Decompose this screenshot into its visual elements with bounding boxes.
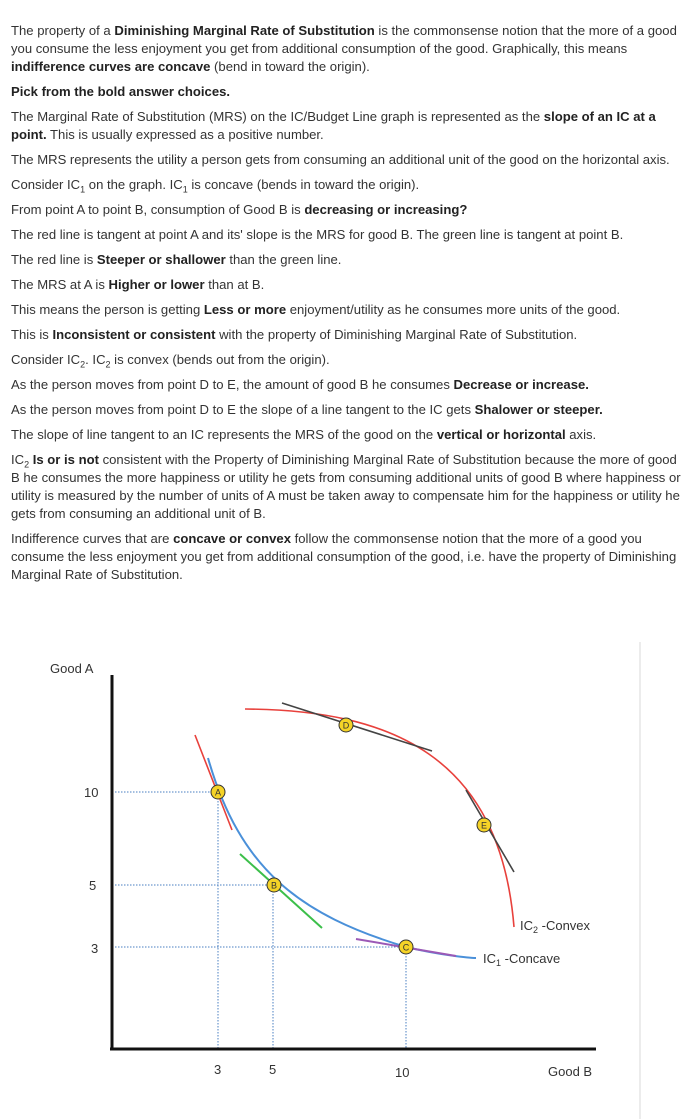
- question-slope: As the person moves from point D to E the slope of a line tangent to the IC gets Shalower or steeper.: [11, 402, 603, 417]
- point-b-label: B: [270, 880, 278, 891]
- ic1-curve: [208, 758, 476, 958]
- indifference-curve-graph: [0, 640, 694, 1119]
- x-axis-label: Good B: [548, 1064, 593, 1079]
- x-tick-label: 10: [395, 1065, 410, 1080]
- point-b: [267, 878, 281, 892]
- x-tick-label: 5: [269, 1062, 277, 1077]
- tangent-line-b: [240, 854, 322, 928]
- point-a-label: A: [214, 787, 222, 798]
- point-c: [399, 940, 413, 954]
- question-steeper: The red line is Steeper or shallower than the green line.: [11, 252, 342, 267]
- question-d-to-e: As the person moves from point D to E, the amount of good B he consumes Decrease or increase.: [11, 377, 589, 392]
- paragraph-mrs-definition: The Marginal Rate of Substitution (MRS) on the IC/Budget Line graph is represented as the slope of an IC at a point. This is usually expressed as a positive number.: [11, 109, 656, 142]
- question-mrs-higher: The MRS at A is Higher or lower than at B.: [11, 277, 265, 292]
- question-axis: The slope of line tangent to an IC represents the MRS of the good on the vertical or horizontal axis.: [11, 427, 597, 442]
- question-enjoyment: This means the person is getting Less or more enjoyment/utility as he consumes more units of the good.: [11, 302, 621, 317]
- point-d-label: D: [342, 720, 350, 731]
- y-axis-label: Good A: [50, 661, 94, 676]
- point-e-label: E: [480, 820, 488, 831]
- point-a: [211, 785, 225, 799]
- paragraph-tangents: The red line is tangent at point A and its' slope is the MRS for good B. The green line is tangent at point B.: [11, 227, 624, 242]
- graph-svg: [0, 640, 694, 1119]
- question-ic2-consistent: $IC_2$ Is or is not consistent with the Property of Diminishing Marginal Rate of Substitution because the more of good B he consumes the more happiness or utility he gets from consuming additional units of good B where happiness or utility is measured by the number of units of A must be taken away to compensate him for the happiness or utility he gets from consuming an additional unit of B.: [11, 452, 681, 521]
- paragraph-intro: The property of a Diminishing Marginal Rate of Substitution is the commonsense notion that the more of a good you consume the less enjoyment you get from additional consumption of the good. Graphically, this means indifference curves are concave (bend in toward the origin).: [11, 23, 677, 74]
- ic1-legend-label: $IC_1$ -Concave: [483, 951, 561, 968]
- paragraph-ic1: Consider $IC_1$ on the graph. $IC_1$ is concave (bends in toward the origin).: [11, 177, 420, 195]
- y-tick-label: 5: [89, 878, 97, 893]
- tangent-line-a: [195, 735, 232, 830]
- paragraph-ic2: Consider $IC_2$. $IC_2$ is convex (bends out from the origin).: [11, 352, 330, 370]
- question-consistent: This is Inconsistent or consistent with the property of Diminishing Marginal Rate of Substitution.: [11, 327, 578, 342]
- tangent-line-e: [466, 790, 514, 872]
- question-concave-convex: Indifference curves that are concave or convex follow the commonsense notion that the more of a good you consume the less enjoyment you get from additional consumption of the good, i.e. have the property of Diminishing Marginal Rate of Substitution.: [11, 531, 677, 582]
- y-tick-label: 10: [84, 785, 99, 800]
- paragraph-instruction: Pick from the bold answer choices.: [11, 84, 231, 99]
- paragraph-mrs-utility: The MRS represents the utility a person gets from consuming an additional unit of the good on the horizontal axis.: [11, 152, 670, 167]
- question-text: [11, 22, 681, 591]
- guide-lines: [112, 792, 406, 1050]
- x-tick-label: 3: [214, 1062, 222, 1077]
- point-c-label: C: [402, 942, 410, 953]
- tangent-line-d: [282, 703, 432, 751]
- point-d: [339, 718, 353, 732]
- y-tick-label: 3: [91, 941, 99, 956]
- point-e: [477, 818, 491, 832]
- question-a-to-b: From point A to point B, consumption of Good B is decreasing or increasing?: [11, 202, 468, 217]
- ic2-legend-label: $IC_2$ -Convex: [520, 918, 591, 935]
